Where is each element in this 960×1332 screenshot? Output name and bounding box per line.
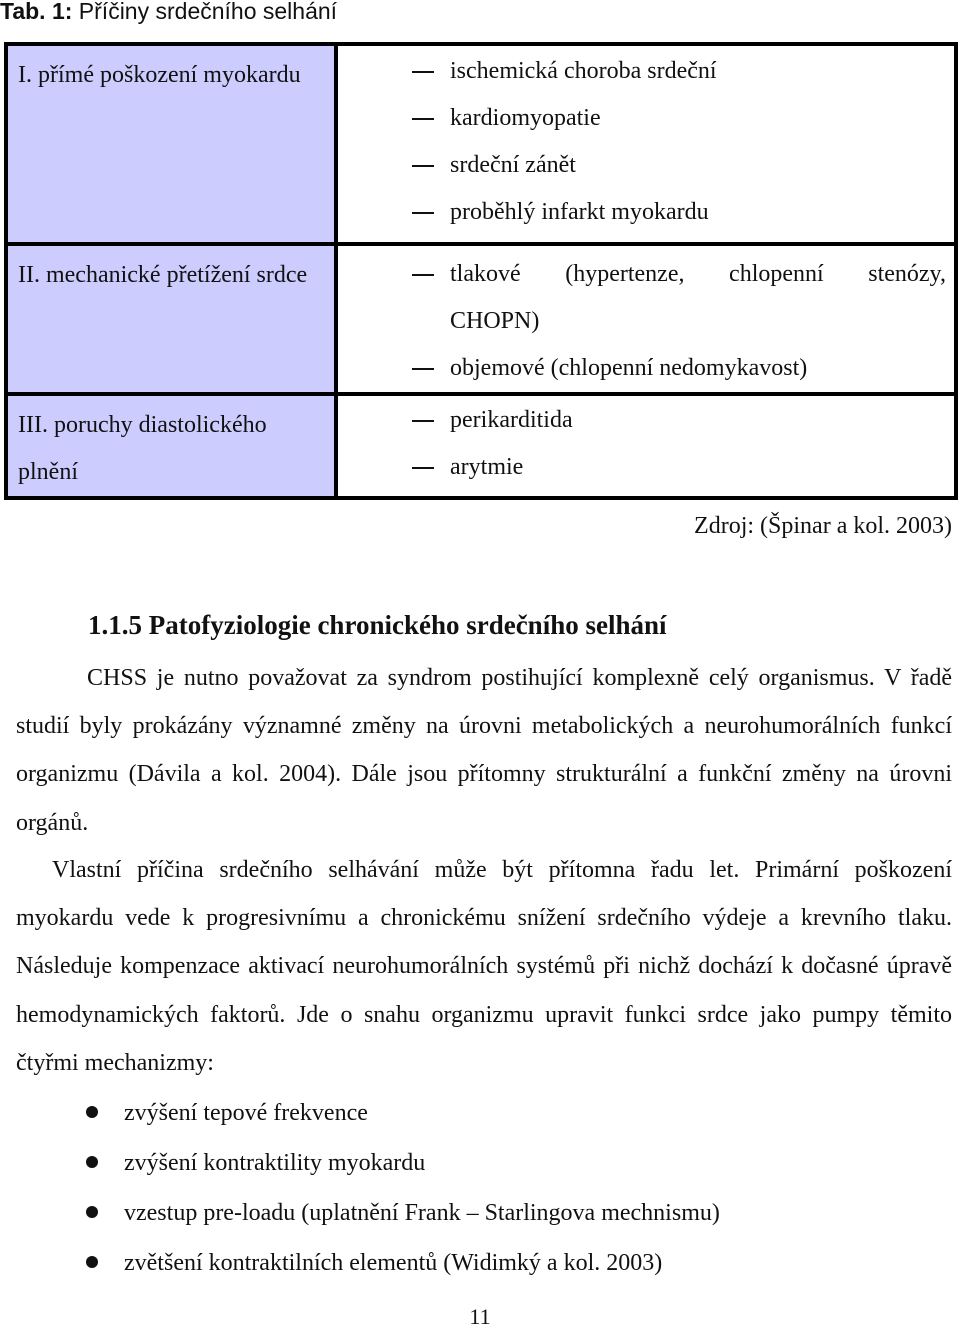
cause-list bbox=[338, 251, 954, 392]
dash-icon bbox=[412, 467, 434, 469]
dash-icon bbox=[412, 212, 434, 214]
cause-list bbox=[338, 48, 954, 236]
dash-icon bbox=[412, 274, 434, 276]
list-item: vzestup pre-loadu (uplatnění Frank – Starlingova mechnismu) bbox=[80, 1188, 940, 1238]
paragraph: Vlastní příčina srdečního selhávání může být přítomna řadu let. Primární poškození myokardu vede k progresivnímu a chronickému snížení srdečního výdeje a krevního tlaku. Následuje kompenzace aktivací neurohumorálních systémů při nichž dochází k dočasné úpravě hemodynamických faktorů. Jde o snahu organizmu upravit funkci srdce jako pumpy těmito čtyřmi mechanizmy: bbox=[16, 857, 952, 1076]
dash-icon bbox=[412, 165, 434, 167]
list-item: ischemická choroba srdeční bbox=[338, 48, 946, 95]
bullet-icon bbox=[86, 1156, 98, 1168]
list-item: objemové (chlopenní nedomykavost) bbox=[338, 345, 946, 392]
list-item: perikarditida bbox=[338, 397, 946, 444]
list-item: zvětšení kontraktilních elementů (Widimký a kol. 2003) bbox=[80, 1238, 940, 1288]
bullet-icon bbox=[86, 1106, 98, 1118]
table-caption bbox=[0, 0, 337, 27]
list-item: kardiomyopatie bbox=[338, 95, 946, 142]
list-item: proběhlý infarkt myokardu bbox=[338, 189, 946, 236]
category-cell bbox=[6, 394, 336, 498]
list-item: zvýšení tepové frekvence bbox=[80, 1088, 940, 1138]
dash-icon bbox=[412, 118, 434, 120]
items-cell bbox=[336, 244, 956, 394]
bullet-icon bbox=[86, 1206, 98, 1218]
table-caption-label: Tab. 1: bbox=[0, 0, 73, 24]
items-cell bbox=[336, 394, 956, 498]
page-number: 11 bbox=[469, 1304, 491, 1329]
list-item-continuation: CHOPN) bbox=[450, 308, 540, 334]
table-row bbox=[6, 394, 956, 498]
list-item: srdeční zánět bbox=[338, 142, 946, 189]
list-item: tlakové (hypertenze, chlopenní stenózy, bbox=[338, 251, 946, 298]
table-row bbox=[6, 44, 956, 244]
category-cell bbox=[6, 244, 336, 394]
dash-icon bbox=[412, 368, 434, 370]
dash-icon bbox=[412, 420, 434, 422]
list-item: zvýšení kontraktility myokardu bbox=[80, 1138, 940, 1188]
category-label: I. přímé poškození myokardu bbox=[18, 62, 301, 88]
bullet-icon bbox=[86, 1256, 98, 1268]
section-heading: 1.1.5 Patofyziologie chronického srdečního selhání bbox=[88, 610, 667, 640]
category-label: III. poruchy diastolického plnění bbox=[18, 412, 267, 485]
category-label: II. mechanické přetížení srdce bbox=[18, 262, 308, 288]
category-cell bbox=[6, 44, 336, 244]
table-row bbox=[6, 244, 956, 394]
cause-list bbox=[338, 397, 954, 491]
items-cell bbox=[336, 44, 956, 244]
paragraph: CHSS je nutno považovat za syndrom postihující komplexně celý organismus. V řadě studií byly prokázány významné změny na úrovni metabolických a neurohumorálních funkcí organizmu (Dávila a kol. 2004). Dále jsou přítomny strukturální a funkční změny na úrovni orgánů. bbox=[16, 665, 952, 836]
list-item: arytmie bbox=[338, 444, 946, 491]
dash-icon bbox=[412, 71, 434, 73]
table-source: Zdroj: (Špinar a kol. 2003) bbox=[694, 513, 952, 539]
mechanism-list bbox=[80, 1088, 940, 1288]
causes-table bbox=[4, 42, 958, 500]
table-caption-title: Příčiny srdečního selhání bbox=[72, 0, 338, 24]
